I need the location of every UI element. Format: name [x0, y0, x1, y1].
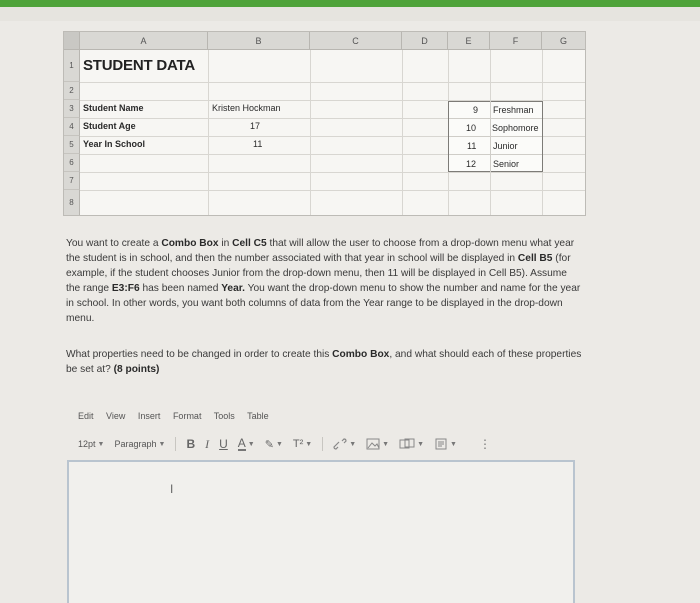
gridline: [449, 136, 542, 137]
column-header-e: E: [448, 32, 490, 50]
cell-b3: Kristen Hockman: [212, 103, 281, 113]
cell-f3: Freshman: [493, 105, 534, 115]
image-icon: [366, 438, 380, 450]
chevron-down-icon: ▼: [158, 440, 166, 448]
block-format-value: Paragraph: [114, 439, 157, 449]
cell-e5: 11: [467, 141, 477, 151]
column-header-c: C: [310, 32, 402, 50]
chevron-down-icon: ▼: [382, 440, 390, 448]
gridline: [80, 190, 585, 191]
block-format-select[interactable]: [114, 439, 165, 449]
cell-e4: 10: [466, 123, 477, 133]
column-header-a: A: [80, 32, 208, 50]
sheet-title-cell-a1: STUDENT DATA: [83, 57, 196, 74]
gridline: [490, 101, 491, 172]
gridline: [80, 82, 585, 83]
chevron-down-icon: ▼: [275, 440, 283, 448]
chevron-down-icon: ▼: [349, 440, 357, 448]
text-color-icon: A: [237, 436, 246, 450]
menu-view[interactable]: View: [106, 411, 126, 421]
gridline: [208, 50, 209, 215]
chevron-down-icon: ▼: [97, 440, 105, 448]
row-header-1: 1: [64, 50, 80, 82]
question-paragraph-2: What properties need to be changed in order to create this Combo Box, and what should each of these properties be set at? (8 points): [66, 349, 582, 375]
chevron-down-icon: ▼: [305, 440, 313, 448]
link-icon: [333, 438, 347, 450]
select-all-corner: [64, 32, 80, 50]
gridline: [310, 50, 311, 215]
toolbar-separator: [175, 437, 176, 451]
chevron-down-icon: ▼: [450, 440, 457, 448]
italic-button[interactable]: I: [205, 436, 210, 451]
document-icon: [434, 438, 448, 450]
column-header-d: D: [402, 32, 448, 50]
page-header-strip: [0, 7, 700, 21]
gridline: [449, 118, 542, 119]
editor-toolbar: [78, 436, 501, 452]
question-paragraph-1: You want to create a Combo Box in Cell C5 that will allow the user to choose from a drop-down menu what year the student is in school, and then the number associated with that year in school will be displayed in Cell B5 (for example, if the student chooses Junior from the drop-down menu, then 11 will be displayed in Cell B5). Assume the range E3:F6 has been named Year. You want the drop-down menu to show the number and name for the year in school. In other words, you want both columns of data from the Year range to be displayed in the drop-down menu.: [66, 238, 581, 324]
insert-media-button[interactable]: [399, 438, 424, 450]
cell-a4: Student Age: [83, 121, 136, 131]
chevron-down-icon: ▼: [417, 440, 425, 448]
insert-image-button[interactable]: [366, 438, 389, 450]
menu-tools[interactable]: Tools: [213, 411, 235, 421]
row-header-3: 3: [64, 100, 80, 118]
cell-e3: 9: [473, 105, 479, 115]
editor-menubar: [78, 411, 279, 421]
bold-button[interactable]: B: [186, 437, 196, 451]
row-header-2: 2: [64, 82, 80, 100]
cell-a3: Student Name: [83, 103, 144, 113]
superscript-button[interactable]: [293, 438, 312, 450]
gridline: [80, 172, 585, 173]
highlight-color-button[interactable]: [265, 438, 283, 451]
answer-text-area[interactable]: [67, 460, 575, 603]
toolbar-separator: [322, 437, 323, 451]
menu-edit[interactable]: Edit: [78, 411, 94, 421]
row-header-4: 4: [64, 118, 80, 136]
font-size-select[interactable]: [78, 439, 104, 449]
browser-accent-bar: [0, 0, 700, 7]
spreadsheet-image: [63, 31, 586, 216]
cell-e6: 12: [466, 159, 477, 169]
superscript-icon: T²: [292, 438, 304, 450]
cell-f4: Sophomore: [492, 123, 539, 133]
underline-button[interactable]: U: [219, 437, 228, 451]
menu-table[interactable]: Table: [247, 411, 269, 421]
highlighter-icon: ✎: [264, 438, 274, 451]
chevron-down-icon: ▼: [247, 440, 255, 448]
column-header-b: B: [208, 32, 310, 50]
cell-f6: Senior: [493, 159, 520, 169]
font-size-value: 12pt: [78, 439, 96, 449]
insert-template-button[interactable]: [434, 438, 457, 450]
menu-format[interactable]: Format: [172, 411, 202, 421]
gridline: [449, 154, 542, 155]
row-header-5: 5: [64, 136, 80, 154]
cell-f5: Junior: [493, 141, 518, 151]
gridline: [402, 50, 403, 215]
cell-b5: 11: [253, 139, 263, 149]
cell-b4: 17: [250, 121, 261, 131]
row-header-7: 7: [64, 172, 80, 190]
cell-a5: Year In School: [83, 139, 146, 149]
menu-insert[interactable]: Insert: [137, 411, 161, 421]
media-icon: [399, 438, 415, 450]
column-header-f: F: [490, 32, 542, 50]
row-header-8: 8: [64, 190, 80, 215]
text-cursor-icon: I: [170, 482, 174, 496]
column-header-g: G: [542, 32, 585, 50]
insert-link-button[interactable]: [333, 438, 356, 450]
more-options-icon[interactable]: ⋮: [478, 437, 491, 451]
text-color-button[interactable]: [238, 437, 255, 451]
row-header-6: 6: [64, 154, 80, 172]
